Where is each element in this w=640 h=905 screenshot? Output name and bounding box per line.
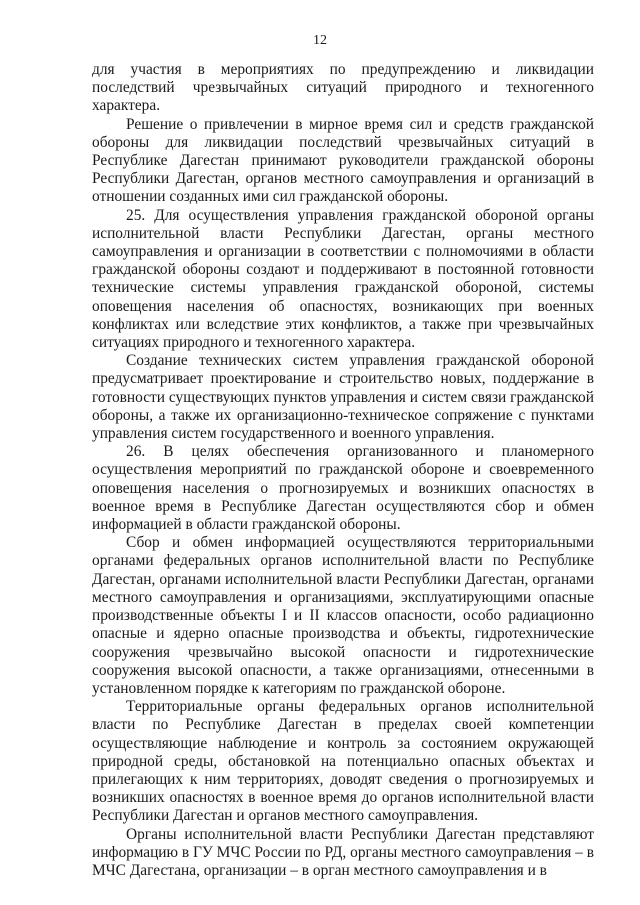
paragraph-item-25: 25. Для осуществления управления гражданской обороной органы исполнительной власти Республики Дагестан, органы местного самоуправления и организации в соответствии с полномочиями в области гражданской обороны создают и поддерживают в постоянной готовности технические системы управления гражданской обороной, системы оповещения населения об опасностях, возникающих при военных конфликтах или вследствие этих конфликтов, а также при чрезвычайных ситуациях природного и техногенного характера. [92, 206, 594, 352]
paragraph-executive-bodies: Органы исполнительной власти Республики Дагестан представляют информацию в ГУ МЧС России по РД, органы местного самоуправления – в МЧС Дагестана, организации – в орган местного самоуправления и в [92, 825, 594, 879]
paragraph-item-26: 26. В целях обеспечения организованного и планомерного осуществления мероприятий по гражданской обороне и своевременного оповещения населения о прогнозируемых и возникших опасностях в военное время в Республике Дагестан осуществляются сбор и обмен информацией в области гражданской обороны. [92, 443, 594, 534]
paragraph-continuation: для участия в мероприятиях по предупреждению и ликвидации последствий чрезвычайных ситуаций природного и техногенного характера. [92, 61, 594, 115]
paragraph-technical-systems: Создание технических систем управления гражданской обороной предусматривает проектирование и строительство новых, поддержание в готовности существующих пунктов управления и систем связи гражданской обороны, а также их организационно-техническое сопряжение с пунктами управления систем государственного и военного управления. [92, 352, 594, 443]
page-number: 12 [313, 33, 327, 48]
paragraph-civil-defense-forces-decision: Решение о привлечении в мирное время сил и средств гражданской обороны для ликвидации последствий чрезвычайных ситуаций в Республике Дагестан принимают руководители гражданской обороны Республики Дагестан, органов местного самоуправления и организаций в отношении созданных ими сил гражданской обороны. [92, 115, 594, 206]
paragraph-information-exchange: Сбор и обмен информацией осуществляются территориальными органами федеральных органов исполнительной власти по Республике Дагестан, органами исполнительной власти Республики Дагестан, органами местного самоуправления и организациями, эксплуатирующими опасные производственные объекты I и II классов опасности, особо радиационно опасные и ядерно опасные производства и объекты, гидротехнические сооружения чрезвычайно высокой опасности и гидротехнические сооружения высокой опасности, а также организациями, отнесенными в установленном порядке к категориям по гражданской обороне. [92, 534, 594, 697]
paragraph-territorial-bodies: Территориальные органы федеральных органов исполнительной власти по Республике Дагестан в пределах своей компетенции осуществляющие наблюдение и контроль за состоянием окружающей природной среды, обстановкой на потенциально опасных объектах и прилегающих к ним территориях, доводят сведения о прогнозируемых и возникших опасностях в военное время до органов исполнительной власти Республики Дагестан и органов местного самоуправления. [92, 698, 594, 825]
document-body [92, 61, 594, 880]
